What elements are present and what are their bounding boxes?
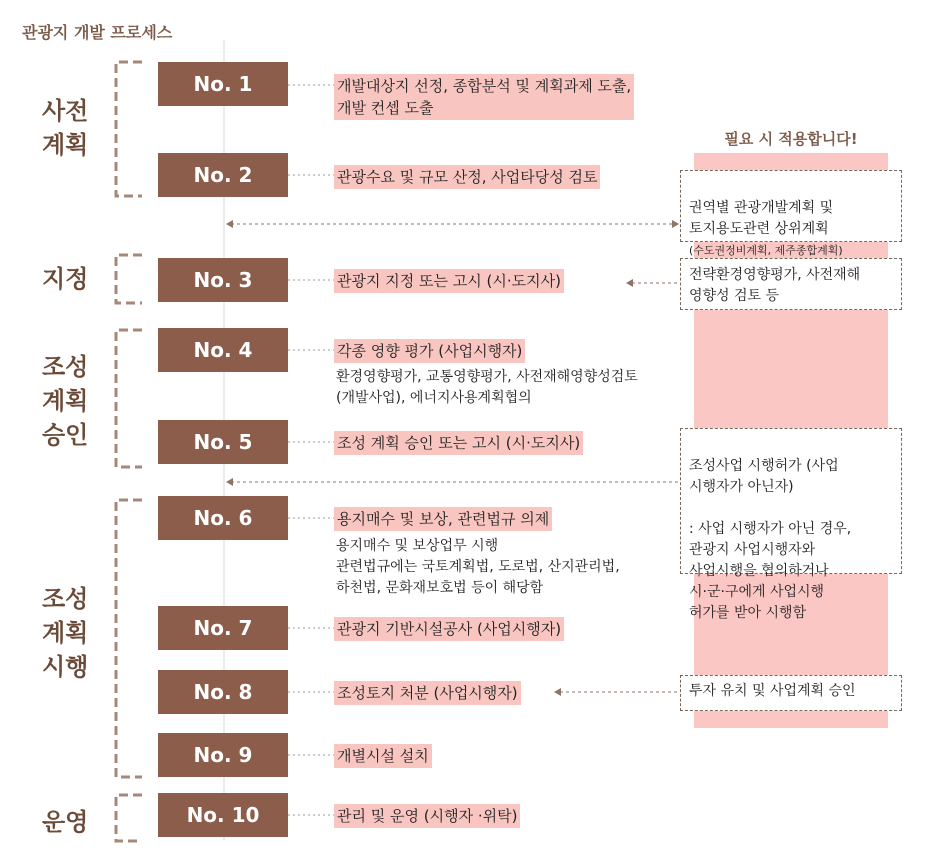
step-box-1: No. 1 bbox=[158, 62, 288, 106]
stage-label-designation: 지정 bbox=[42, 265, 89, 293]
step-sub-4: 환경영향평가, 교통영향평가, 사전재해영향성검토 (개발사업), 에너지사용계획협의 bbox=[336, 369, 638, 406]
step-desc-6: 용지매수 및 보상, 관련법규 의제 bbox=[334, 507, 552, 531]
step-desc-8: 조성토지 처분 (사업시행자) bbox=[334, 681, 521, 705]
step-box-10: No. 10 bbox=[158, 793, 288, 837]
step-box-8: No. 8 bbox=[158, 670, 288, 714]
stage-label-operation: 운영 bbox=[42, 808, 89, 836]
step-sub-6: 용지매수 및 보상업무 시행 관련법규에는 국토계획법, 도로법, 산지관리법, 하천법, 문화재보호법 등이 해당함 bbox=[336, 538, 620, 596]
side-box-upper-plan bbox=[680, 170, 902, 257]
step-box-2: No. 2 bbox=[158, 153, 288, 197]
page-title: 관광지 개발 프로세스 bbox=[22, 23, 173, 42]
side-box-upper-plan-note: (수도권정비계획, 제주종합계획) bbox=[689, 244, 843, 257]
side-box-permit bbox=[680, 428, 902, 621]
step-desc-1: 개발대상지 선정, 종합분석 및 계획과제 도출, 개발 컨셉 도출 bbox=[334, 74, 634, 120]
step-box-5: No. 5 bbox=[158, 420, 288, 464]
step-box-7: No. 7 bbox=[158, 606, 288, 650]
step-desc-5: 조성 계획 승인 또는 고시 (시·도지사) bbox=[334, 431, 583, 455]
step-desc-7: 관광지 기반시설공사 (사업시행자) bbox=[334, 617, 564, 641]
step-desc-3: 관광지 지정 또는 고시 (시·도지사) bbox=[334, 269, 564, 293]
step-desc-9: 개별시설 설치 bbox=[334, 744, 432, 768]
side-box-assessment: 전략환경영향평가, 사전재해 영향성 검토 등 bbox=[680, 258, 902, 310]
step-box-4: No. 4 bbox=[158, 328, 288, 372]
stage-label-pre-planning: 사전 계획 bbox=[42, 97, 89, 159]
step-desc-10: 관리 및 운영 (시행자 ·위탁) bbox=[334, 804, 520, 828]
step-box-9: No. 9 bbox=[158, 733, 288, 777]
stage-label-approval: 조성 계획 승인 bbox=[42, 353, 89, 449]
side-box-permit-heading: 조성사업 시행허가 (사업 시행자가 아닌자) bbox=[689, 458, 839, 495]
step-desc-2: 관광수요 및 규모 산정, 사업타당성 검토 bbox=[334, 165, 600, 189]
step-box-3: No. 3 bbox=[158, 258, 288, 302]
side-box-investment: 투자 유치 및 사업계획 승인 bbox=[680, 675, 902, 711]
stage-label-execution: 조성 계획 시행 bbox=[42, 585, 89, 681]
step-desc-4: 각종 영향 평가 (사업시행자) bbox=[334, 339, 525, 363]
side-box-upper-plan-text: 권역별 관광개발계획 및 토지용도관련 상위계획 bbox=[689, 200, 834, 237]
side-column-title: 필요 시 적용합니다! bbox=[724, 130, 858, 148]
step-box-6: No. 6 bbox=[158, 496, 288, 540]
side-box-permit-body: : 사업 시행자가 아닌 경우, 관광지 사업시행자와 사업시행을 협의하거나 시·군·구에게 사업시행 허가를 받아 시행함 bbox=[689, 521, 852, 621]
